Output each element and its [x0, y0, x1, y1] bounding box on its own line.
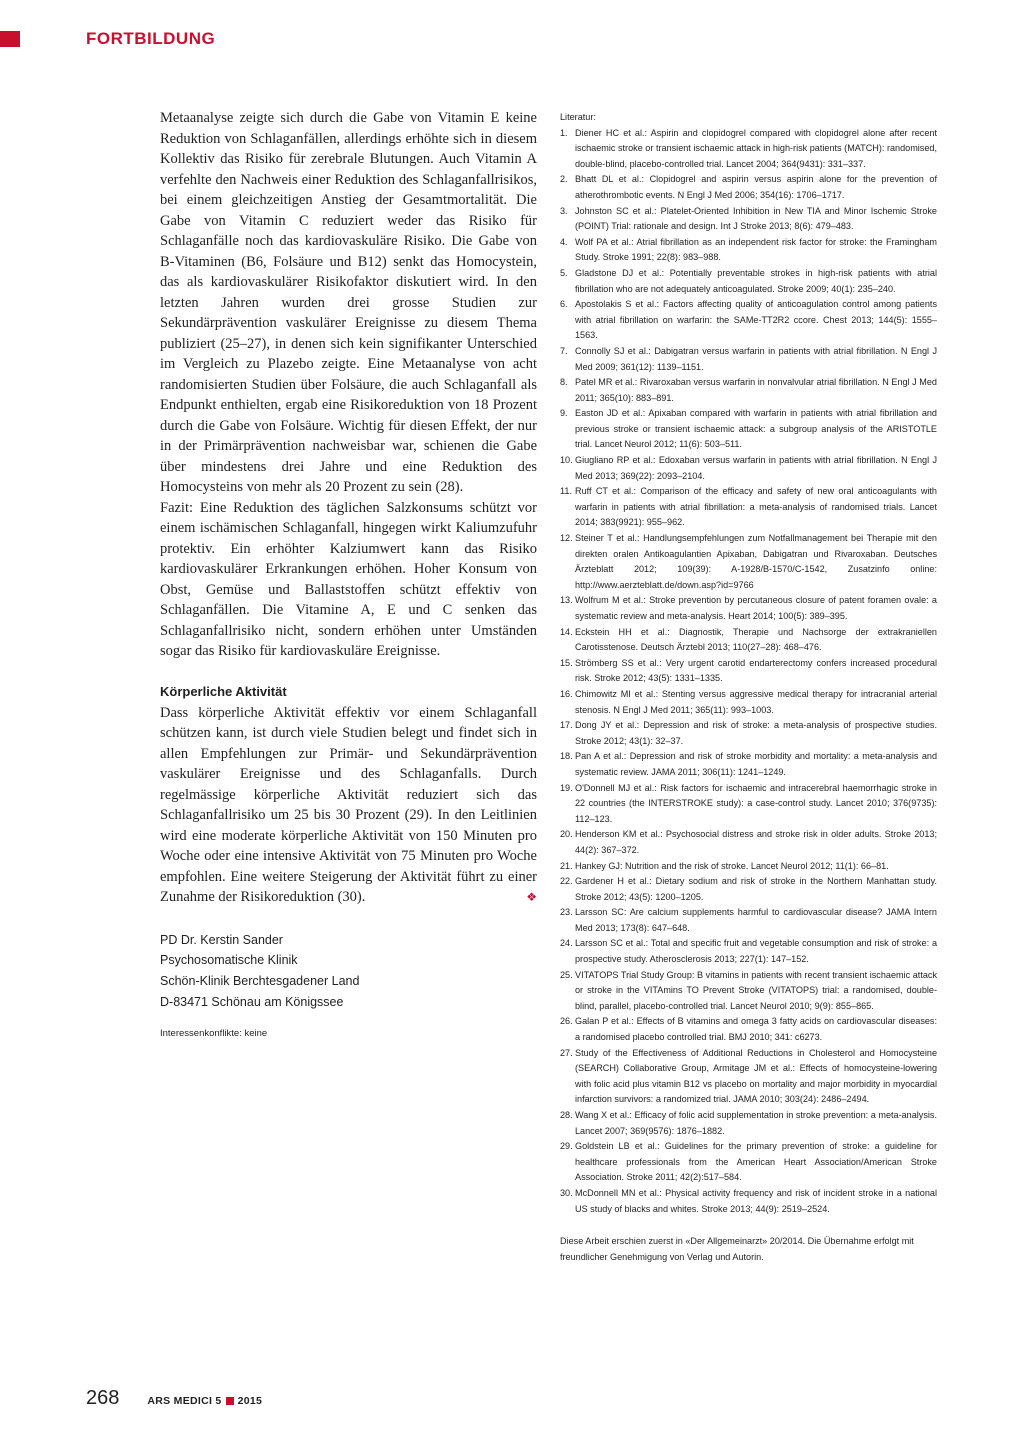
reference-text: Giugliano RP et al.: Edoxaban versus warfarin in patients with atrial fibrillation. N Engl J Med 2013; 369(22): 2093–2104.: [575, 455, 937, 481]
reference-number: 10.: [560, 455, 573, 466]
reference-number: 25.: [560, 969, 573, 980]
reference-item: [560, 905, 937, 936]
reference-item: [560, 1186, 937, 1217]
reference-item: [560, 749, 937, 780]
reference-number: 23.: [560, 907, 573, 918]
section-label: FORTBILDUNG: [86, 29, 216, 48]
reference-number: 4.: [560, 236, 568, 247]
reference-text: Connolly SJ et al.: Dabigatran versus warfarin in patients with atrial fibrillation. N Engl J Med 2009; 361(12): 1139–1151.: [575, 345, 937, 372]
body-paragraph-1: Metaanalyse zeigte sich durch die Gabe von Vitamin E keine Reduktion von Schlaganfällen, allerdings erhöhte sich in diesem Kollektiv das Risiko für zerebrale Blutungen. Auch Vitamin A verfehlte den Nachweis einer Reduktion des Schlaganfallrisikos, bei einem gleichzeitigen Anstieg der Gesamtmortalität. Die Gabe von Vitamin C reduziert weder das Risiko für Schlaganfälle noch das kardiovaskuläre Risiko. Die Gabe von B-Vitaminen (B6, Folsäure und B12) senkt das Homocystein, das als kardiovaskulärer Risikofaktor diskutiert wird. In den letzten Jahren wurden drei grosse Studien zur Sekundärprävention vaskulärer Ereignisse zu diesem Thema publiziert (25–27), in denen sich kein signifikanter Unterschied im Vergleich zu Plazebo zeigte. Eine Metaanalyse von acht randomisierten Studien über Folsäure, die auch Schlaganfall als Endpunkt enthielten, ergab eine Risikoreduktion von 18 Prozent durch die Gabe von Folsäure. Wichtig für diesen Effekt, der nur in der Primärprävention nachweisbar war, schienen die Gabe über mindestens drei Jahre und eine Reduktion des Homocysteins von mehr als 20 Prozent zu sein (28).: [160, 110, 537, 495]
reference-item: [560, 406, 937, 453]
reference-text: VITATOPS Trial Study Group: B vitamins in patients with recent transient ischaemic attack or stroke in the VITAmins TO Prevent Stroke (VITATOPS) trial: a randomised, double-blind, parallel, placebo-controlled trial. Lancet Neurol 2010; 9(9): 855–865.: [575, 969, 937, 1011]
body-paragraph-3: [160, 703, 537, 908]
author-institution: Schön-Klinik Berchtesgadener Land: [160, 974, 360, 989]
literature-heading: Literatur:: [560, 112, 596, 122]
journal-info: [147, 1395, 262, 1407]
reference-item: [560, 859, 937, 875]
reference-number: 19.: [560, 782, 573, 793]
reference-text: O'Donnell MJ et al.: Risk factors for ischaemic and intracerebral haemorrhagic stroke in 22 countries (the INTERSTROKE study): a case-control study. Lancet 2010; 376(9735): 112–123.: [575, 782, 937, 824]
reference-item: [560, 531, 937, 593]
reference-number: 30.: [560, 1187, 573, 1198]
reference-number: 3.: [560, 205, 568, 216]
reference-text: Hankey GJ: Nutrition and the risk of stroke. Lancet Neurol 2012; 11(1): 66–81.: [575, 860, 889, 871]
page-number: 268: [86, 1387, 120, 1409]
reference-item: [560, 1139, 937, 1186]
reference-number: 29.: [560, 1141, 573, 1152]
reference-number: 11.: [560, 486, 572, 497]
reference-item: [560, 1014, 937, 1045]
end-mark-icon: ❖: [526, 890, 537, 904]
reference-number: 15.: [560, 657, 573, 668]
activity-text: Dass körperliche Aktivität effektiv vor einem Schlaganfall schützen kann, ist durch viele Studien belegt und findet sich in allen Empfehlungen zur Primär- und Sekundärprävention vaskulärer Ereignisse und des Schlaganfalls. Durch regelmässige körperliche Aktivität reduziert sich das Schlaganfallrisiko um 25 bis 30 Prozent (29). In den Leitlinien wird eine moderate körperliche Aktivität von 150 Minuten pro Woche oder eine intensive Aktivität von 75 Minuten pro Woche empfohlen. Eine weitere Steigerung der Aktivität führt zu einer Zunahme der Risikoreduktion (30).: [160, 704, 537, 905]
reference-number: 9.: [560, 408, 568, 419]
reference-item: [560, 625, 937, 656]
reference-item: [560, 126, 937, 173]
reference-item: [560, 781, 937, 828]
subheading: Körperliche Aktivität: [160, 683, 287, 699]
author-block: [160, 930, 537, 1013]
main-text-column: [160, 108, 537, 1039]
reference-number: 17.: [560, 720, 573, 731]
reference-number: 6.: [560, 299, 568, 310]
reference-text: Larsson SC et al.: Total and specific fruit and vegetable consumption and risk of stroke: a prospective study. Atherosclerosis 2013; 227(1): 147–152.: [575, 938, 937, 965]
author-name: PD Dr. Kerstin Sander: [160, 932, 283, 947]
reference-item: [560, 1108, 937, 1139]
reference-text: Larsson SC: Are calcium supplements harmful to cardiovascular disease? JAMA Intern Med 2013; 173(8): 647–648.: [575, 907, 937, 933]
page-footer: [86, 1387, 262, 1410]
reference-number: 22.: [560, 876, 573, 887]
reference-text: Galan P et al.: Effects of B vitamins and omega 3 fatty acids on cardiovascular diseases: a randomised placebo controlled trial. BMJ 2010; 341: c6273.: [575, 1016, 937, 1043]
journal-year: 2015: [237, 1395, 263, 1407]
reference-number: 12.: [560, 533, 573, 544]
reference-text: Gladstone DJ et al.: Potentially preventable strokes in high-risk patients with atrial fibrillation who are not adequately anticoagulated. Stroke 2009; 40(1): 235–240.: [575, 267, 937, 294]
reference-text: Wolfrum M et al.: Stroke prevention by percutaneous closure of patent foramen ovale: a systematic review and meta-analysis. Heart 2014; 100(5): 389–395.: [575, 595, 937, 621]
literature-column: [560, 110, 937, 1265]
section-color-bar: [0, 31, 20, 47]
reference-text: Bhatt DL et al.: Clopidogrel and aspirin versus aspirin alone for the prevention of atherothrombotic events. N Engl J Med 2006; 354(16): 1706–1717.: [575, 174, 937, 200]
reference-text: Pan A et al.: Depression and risk of stroke morbidity and mortality: a meta-analysis and systematic review. JAMA 2011; 306(11): 1241–1249.: [575, 751, 937, 777]
reference-item: [560, 235, 937, 266]
reference-number: 18.: [560, 751, 573, 762]
reference-text: Johnston SC et al.: Platelet-Oriented Inhibition in New TIA and Minor Ischemic Stroke (POINT) Trial: rationale and design. Int J Stroke 2013; 8(6): 479–483.: [575, 205, 937, 232]
reference-text: Eckstein HH et al.: Diagnostik, Therapie und Nachsorge der extrakraniellen Carotisstenose. Deutsch Ärztebl 2013; 110(27–28): 468–476.: [575, 626, 937, 653]
author-clinic: Psychosomatische Klinik: [160, 953, 298, 968]
reference-item: [560, 718, 937, 749]
reference-item: [560, 687, 937, 718]
reference-text: Study of the Effectiveness of Additional Reductions in Cholesterol and Homocysteine (SEARCH) Collaborative Group, Armitage JM et al.: Effects of homocysteine-lowering with folic acid plus vitamin B12 vs placebo on mortality and major morbidity in myocardial infarction survivors: a randomized trial. JAMA 2010; 303(24): 2486–2494.: [575, 1047, 937, 1105]
reference-item: [560, 593, 937, 624]
reference-text: Ruff CT et al.: Comparison of the efficacy and safety of new oral anticoagulants with warfarin in patients with atrial fibrillation: a meta-analysis of randomised trials. Lancet 2014; 383(9921): 955–962.: [575, 486, 937, 528]
reference-item: [560, 204, 937, 235]
reference-text: McDonnell MN et al.: Physical activity frequency and risk of incident stroke in a national US study of blacks and whites. Stroke 2013; 44(9): 2519–2524.: [575, 1187, 937, 1214]
reference-text: Diener HC et al.: Aspirin and clopidogrel compared with clopidogrel alone after recent ischaemic stroke or transient ischaemic attack in high-risk patients (MATCH): randomised, double-blind, placebo-controlled trial. Lancet 2004; 364(9431): 331–337.: [575, 127, 937, 169]
reference-number: 7.: [560, 345, 568, 356]
reference-item: [560, 297, 937, 344]
reference-text: Apostolakis S et al.: Factors affecting quality of anticoagulation control among patients with atrial fibrillation on warfarin: the SAMe-TT2R2 ccore. Chest 2013; 144(5): 1555–1563.: [575, 299, 937, 341]
conflicts-of-interest: Interessenkonflikte: keine: [160, 1027, 268, 1039]
reference-number: 26.: [560, 1016, 573, 1027]
reference-number: 24.: [560, 938, 573, 949]
reference-item: [560, 453, 937, 484]
reference-text: Goldstein LB et al.: Guidelines for the primary prevention of stroke: a guideline for healthcare professionals from the American Heart Association/American Stroke Association. Stroke 2011; 42(2):517–584.: [575, 1141, 937, 1183]
reference-text: Strömberg SS et al.: Very urgent carotid endarterectomy confers increased procedural risk. Stroke 2012; 43(5): 1331–1335.: [575, 657, 937, 684]
reference-item: [560, 936, 937, 967]
reference-text: Dong JY et al.: Depression and risk of stroke: a meta-analysis of prospective studies. Stroke 2012; 43(1): 32–37.: [575, 720, 937, 746]
reference-number: 5.: [560, 267, 568, 278]
body-paragraph-2: Fazit: Eine Reduktion des täglichen Salzkonsums schützt vor einem ischämischen Schlaganfall, hingegen wirkt Kaliumzufuhr protektiv. Ein erhöhter Kalziumwert kann das Risiko kardiovaskulärer Erkrankungen erhöhen. Hoher Konsum von Obst, Gemüse und Ballaststoffen schützt effektiv von Schlaganfällen. Die Vitamine A, E und C senken das Schlaganfallrisiko nicht, sondern erhöhen unter Umständen sogar das Risiko für kardiovaskuläre Ereignisse.: [160, 499, 537, 659]
reference-number: 14.: [560, 626, 573, 637]
reference-text: Henderson KM et al.: Psychosocial distress and stroke risk in older adults. Stroke 2013; 44(2): 367–372.: [575, 829, 937, 855]
reference-text: Wolf PA et al.: Atrial fibrillation as an independent risk factor for stroke: the Framingham Study. Stroke 1991; 22(8): 983–988.: [575, 236, 937, 263]
reference-text: Wang X et al.: Efficacy of folic acid supplementation in stroke prevention: a meta-analysis. Lancet 2007; 369(9576): 1876–1882.: [575, 1110, 937, 1136]
author-address: D-83471 Schönau am Königssee: [160, 994, 344, 1009]
reference-number: 21.: [560, 860, 573, 871]
reference-text: Patel MR et al.: Rivaroxaban versus warfarin in nonvalvular atrial fibrillation. N Engl J Med 2011; 365(10): 883–891.: [575, 377, 937, 403]
reference-item: [560, 484, 937, 531]
reference-item: [560, 266, 937, 297]
reference-item: [560, 375, 937, 406]
reference-item: [560, 344, 937, 375]
reference-text: Gardener H et al.: Dietary sodium and risk of stroke in the Northern Manhattan study. Stroke 2012; 43(5): 1200–1205.: [575, 876, 937, 902]
reference-item: [560, 1046, 937, 1108]
reference-number: 16.: [560, 688, 573, 699]
reference-number: 28.: [560, 1110, 573, 1120]
reference-text: Easton JD et al.: Apixaban compared with warfarin in patients with atrial fibrillation and previous stroke or transient ischaemic attack: a subgroup analysis of the ARISTOTLE trial. Lancet Neurol 2012; 11(6): 503–511.: [575, 408, 937, 450]
reference-number: 20.: [560, 829, 573, 840]
reference-number: 27.: [560, 1047, 573, 1058]
reference-item: [560, 874, 937, 905]
publication-note: Diese Arbeit erschien zuerst in «Der Allgemeinarzt» 20/2014. Die Übernahme erfolgt mit freundlicher Genehmigung von Verlag und Autorin.: [560, 1236, 914, 1262]
reference-item: [560, 968, 937, 1015]
reference-list: [560, 126, 937, 1218]
journal-name: ARS MEDICI 5: [147, 1395, 222, 1407]
red-square-icon: [226, 1397, 234, 1405]
reference-number: 2.: [560, 174, 568, 185]
reference-item: [560, 827, 937, 858]
reference-item: [560, 172, 937, 203]
reference-number: 8.: [560, 377, 568, 388]
reference-number: 1.: [560, 127, 568, 138]
reference-item: [560, 656, 937, 687]
reference-text: Chimowitz MI et al.: Stenting versus aggressive medical therapy for intracranial arterial stenosis. N Engl J Med 2011; 365(11): 993–1003.: [575, 688, 937, 715]
reference-text: Steiner T et al.: Handlungsempfehlungen zum Notfallmanagement bei Therapie mit den direkten oralen Antikoagulantien Apixaban, Dabigatran und Rivaroxaban. Deutsches Ärzteblatt 2012; 109(39): A-1928/B-1570/C-1542, Zusatzinfo online: http://www.aerzteblatt.de/down.asp?id=9766: [575, 533, 937, 590]
reference-number: 13.: [560, 595, 573, 606]
